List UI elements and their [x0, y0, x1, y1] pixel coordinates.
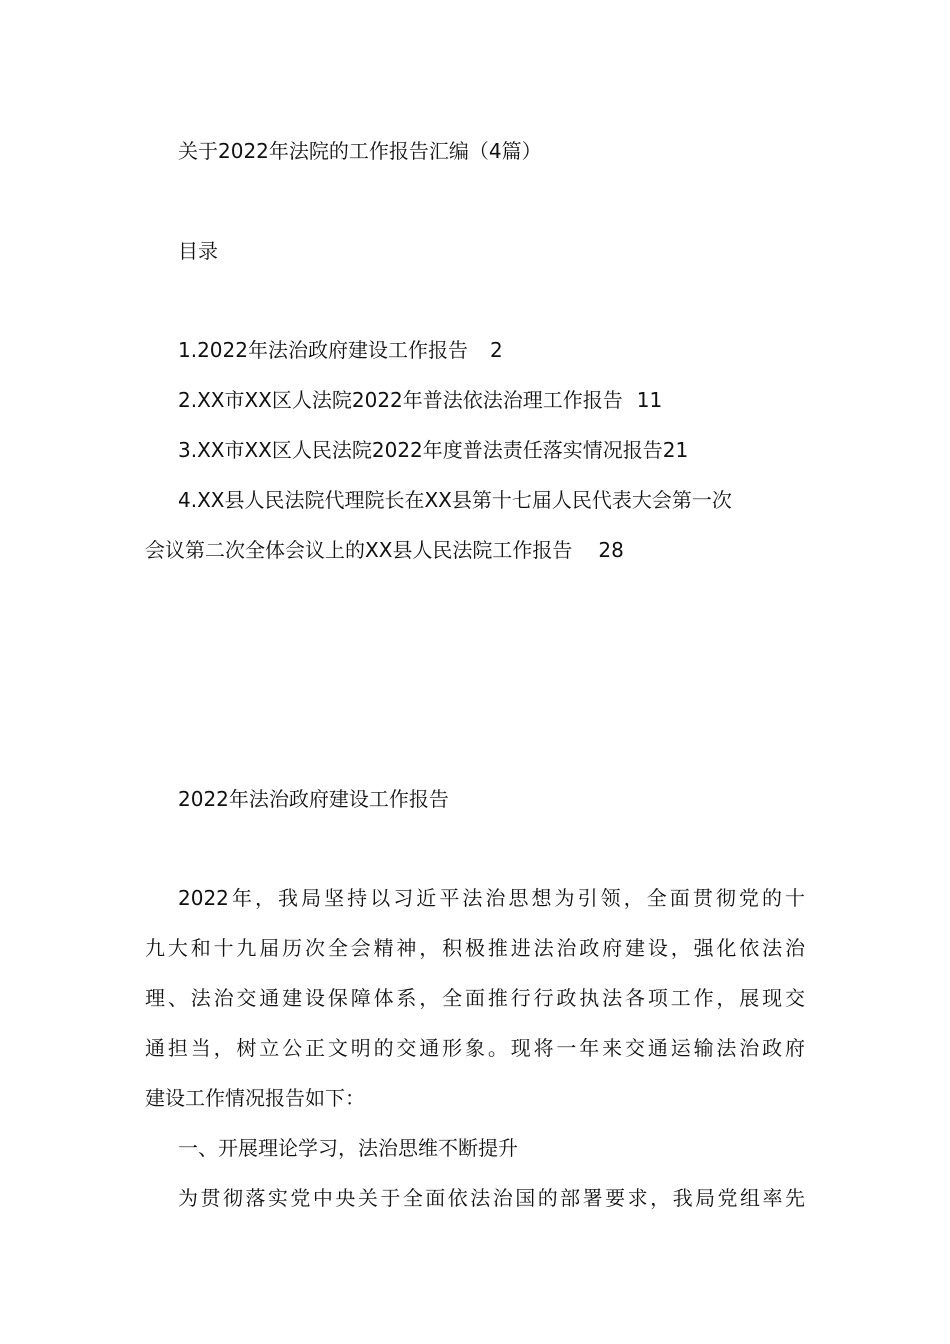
- toc-heading: 目录: [178, 239, 218, 263]
- toc-entry-4-text-line-2: 会议第二次全体会议上的XX县人民法院工作报告: [145, 538, 573, 562]
- body-line-3: 理、法治交通建设保障体系，全面推行行政执法各项工作，展现交: [145, 986, 805, 1010]
- toc-entry-4-line-1[interactable]: [178, 486, 732, 514]
- toc-entry-3-page: 21: [662, 438, 689, 462]
- toc-entry-2-text: 2.XX市XX区人法院2022年普法依法治理工作报告: [178, 388, 623, 412]
- body-line-5: 建设工作情况报告如下：: [145, 1086, 365, 1110]
- toc-entry-3[interactable]: [178, 436, 688, 464]
- toc-entry-2-page: 11: [636, 388, 663, 412]
- toc-entry-4-line-2[interactable]: [145, 536, 624, 564]
- subheading: 一、开展理论学习，法治思维不断提升: [178, 1136, 518, 1160]
- toc-entry-4-text-line-1: 4.XX县人民法院代理院长在XX县第十七届人民代表大会第一次: [178, 488, 732, 512]
- body-line-1: 2022年，我局坚持以习近平法治思想为引领，全面贯彻党的十: [178, 886, 805, 910]
- toc-entry-1-text: 1.2022年法治政府建设工作报告: [178, 338, 468, 362]
- body-line-4: 通担当，树立公正文明的交通形象。现将一年来交通运输法治政府: [145, 1036, 805, 1060]
- document-title: 关于2022年法院的工作报告汇编（4篇）: [178, 139, 542, 163]
- body-line-2: 九大和十九届历次全会精神，积极推进法治政府建设，强化依法治: [145, 936, 805, 960]
- section-title: 2022年法治政府建设工作报告: [178, 787, 449, 811]
- body-last-line: 为贯彻落实党中央关于全面依法治国的部署要求，我局党组率先: [178, 1186, 805, 1210]
- toc-entry-2[interactable]: [178, 386, 662, 414]
- toc-entry-4-page: 28: [598, 538, 624, 562]
- toc-entry-1-page: 2: [489, 338, 503, 362]
- toc-entry-3-text: 3.XX市XX区人民法院2022年度普法责任落实情况报告: [178, 438, 663, 462]
- toc-entry-1[interactable]: [178, 336, 503, 364]
